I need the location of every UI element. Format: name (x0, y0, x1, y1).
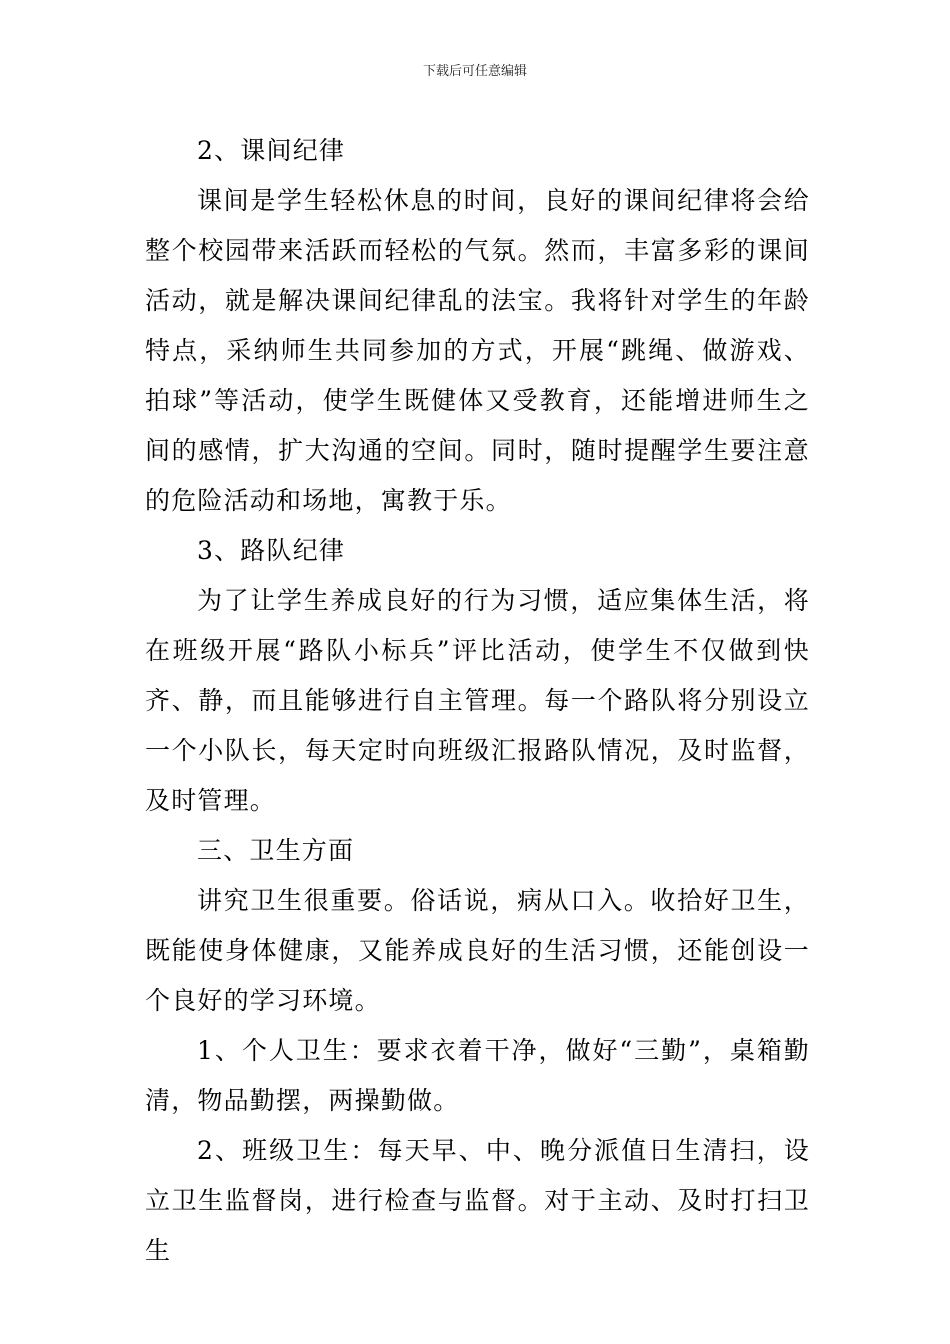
paragraph-queue-discipline: 为了让学生养成良好的行为习惯，适应集体生活，将在班级开展“路队小标兵”评比活动，使学生不仅做到快齐、静，而且能够进行自主管理。每一个路队将分别设立一个小队长，每天定时向班级汇报路队情况，及时监督，及时管理。 (145, 586, 810, 815)
document-body (145, 126, 810, 1276)
subheading-recess-discipline: 2、课间纪律 (197, 136, 346, 165)
page-header: 下载后可任意编辑 (422, 64, 527, 79)
paragraph-hygiene-intro: 讲究卫生很重要。俗话说，病从口入。收拾好卫生，既能使身体健康，又能养成良好的生活习惯，还能创设一个良好的学习环境。 (145, 886, 810, 1015)
paragraph-class-hygiene: 2、班级卫生：每天早、中、晚分派值日生清扫，设立卫生监督岗，进行检查与监督。对于主动、及时打扫卫生 (145, 1136, 810, 1265)
paragraph-recess-discipline: 课间是学生轻松休息的时间，良好的课间纪律将会给整个校园带来活跃而轻松的气氛。然而，丰富多彩的课间活动，就是解决课间纪律乱的法宝。我将针对学生的年龄特点，采纳师生共同参加的方式，开展“跳绳、做游戏、拍球”等活动，使学生既健体又受教育，还能增进师生之间的感情，扩大沟通的空间。同时，随时提醒学生要注意的危险活动和场地，寓教于乐。 (145, 186, 810, 515)
subheading-queue-discipline: 3、路队纪律 (197, 536, 346, 565)
section-heading-hygiene: 三、卫生方面 (197, 836, 355, 865)
paragraph-personal-hygiene: 1、个人卫生：要求衣着干净，做好“三勤”，桌箱勤清，物品勤摆，两操勤做。 (145, 1036, 810, 1115)
